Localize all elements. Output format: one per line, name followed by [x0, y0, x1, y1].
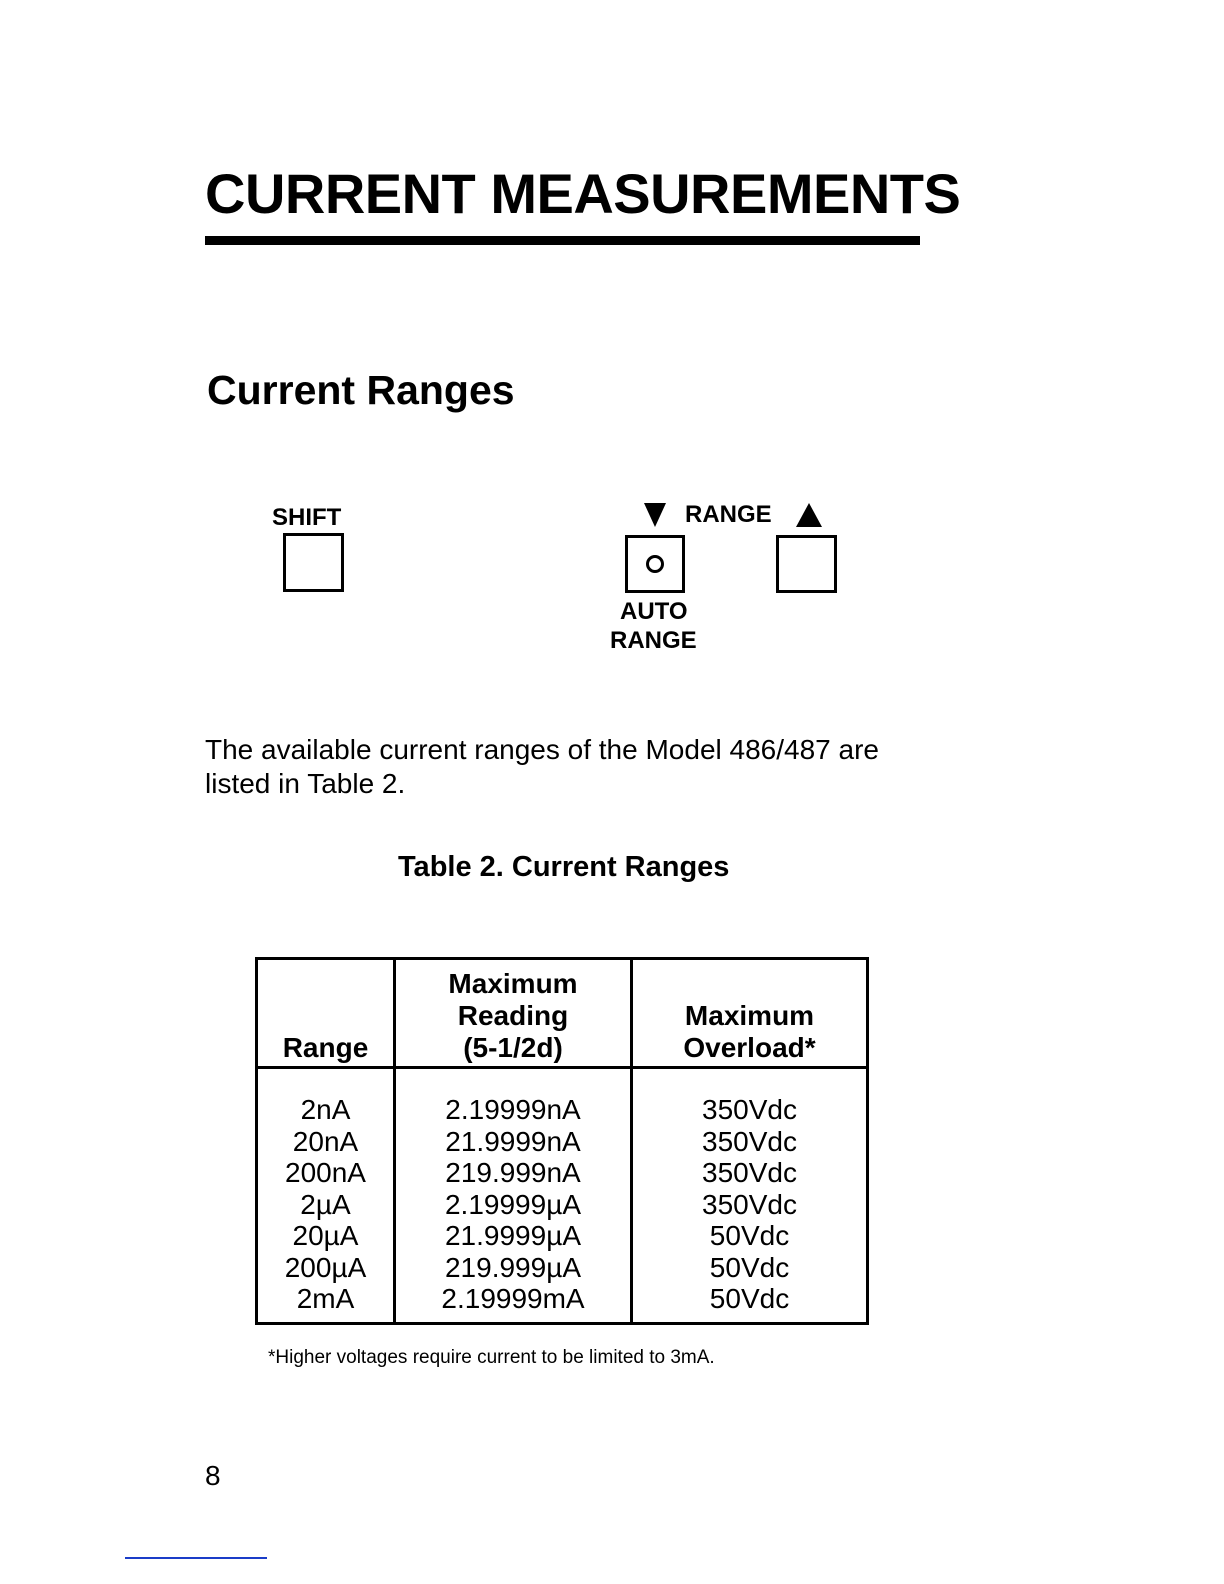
table-cell-range: 2mA — [296, 1283, 355, 1314]
chapter-title: CURRENT MEASUREMENTS — [205, 162, 961, 225]
table-cell-reading: 219.999µA — [444, 1251, 582, 1283]
table-cell-overload: 50Vdc — [709, 1283, 790, 1314]
table-cell-range: 200µA — [284, 1251, 367, 1283]
current-ranges-table — [255, 957, 869, 1325]
reading-column — [396, 1094, 630, 1315]
auto-range-label-line2: RANGE — [610, 627, 697, 654]
table-cell-overload: 50Vdc — [709, 1251, 790, 1283]
table-cell-range: 200nA — [285, 1157, 366, 1188]
table-cell-range: 20nA — [292, 1125, 359, 1157]
header-range-line: Range — [282, 1032, 369, 1063]
header-reading-line: Reading — [457, 1000, 569, 1031]
header-reading-line: Maximum — [448, 968, 578, 999]
table-cell-overload: 350Vdc — [702, 1125, 797, 1157]
header-max-reading — [396, 966, 630, 1064]
table-caption: Table 2. Current Ranges — [398, 851, 730, 883]
range-up-arrow-icon — [796, 503, 822, 527]
table-cell-range: 20µA — [292, 1220, 359, 1251]
auto-range-indicator-icon — [646, 555, 664, 573]
range-down-key-icon — [625, 535, 685, 593]
page-edge-line — [125, 1557, 267, 1559]
range-column — [258, 1094, 393, 1315]
overload-column — [633, 1094, 866, 1315]
table-cell-reading: 21.9999nA — [445, 1125, 581, 1157]
table-header-rule — [258, 1066, 866, 1069]
table-cell-overload: 350Vdc — [702, 1157, 797, 1188]
table-cell-reading: 2.19999mA — [441, 1283, 585, 1314]
table-cell-overload: 350Vdc — [702, 1094, 797, 1125]
table-cell-reading: 2.19999nA — [445, 1094, 581, 1125]
header-overload-line: Overload* — [683, 1032, 816, 1063]
table-cell-range: 2nA — [300, 1094, 351, 1125]
chapter-title-rule — [205, 236, 920, 245]
auto-range-label-line1: AUTO — [620, 598, 688, 625]
section-title: Current Ranges — [207, 367, 515, 413]
shift-key-label: SHIFT — [272, 504, 342, 531]
table-cell-overload: 350Vdc — [702, 1188, 797, 1220]
table-cell-range: 2µA — [300, 1188, 351, 1220]
table-footnote: *Higher voltages require current to be limited to 3mA. — [268, 1347, 715, 1368]
range-down-arrow-icon — [644, 503, 666, 527]
range-key-label: RANGE — [685, 501, 772, 528]
table-cell-reading: 219.999nA — [445, 1157, 581, 1188]
page-number: 8 — [205, 1460, 221, 1491]
table-cell-reading: 21.9999µA — [444, 1220, 582, 1251]
shift-key-icon — [283, 533, 344, 592]
table-cell-reading: 2.19999µA — [444, 1188, 582, 1220]
header-reading-line: (5-1/2d) — [463, 1032, 563, 1063]
body-paragraph: The available current ranges of the Model 486/487 are listed in Table 2. — [205, 734, 879, 799]
table-cell-overload: 50Vdc — [709, 1220, 790, 1251]
range-up-key-icon — [776, 535, 837, 593]
header-overload-line: Maximum — [684, 1000, 815, 1031]
header-max-overload — [633, 966, 866, 1064]
header-range — [258, 966, 393, 1064]
